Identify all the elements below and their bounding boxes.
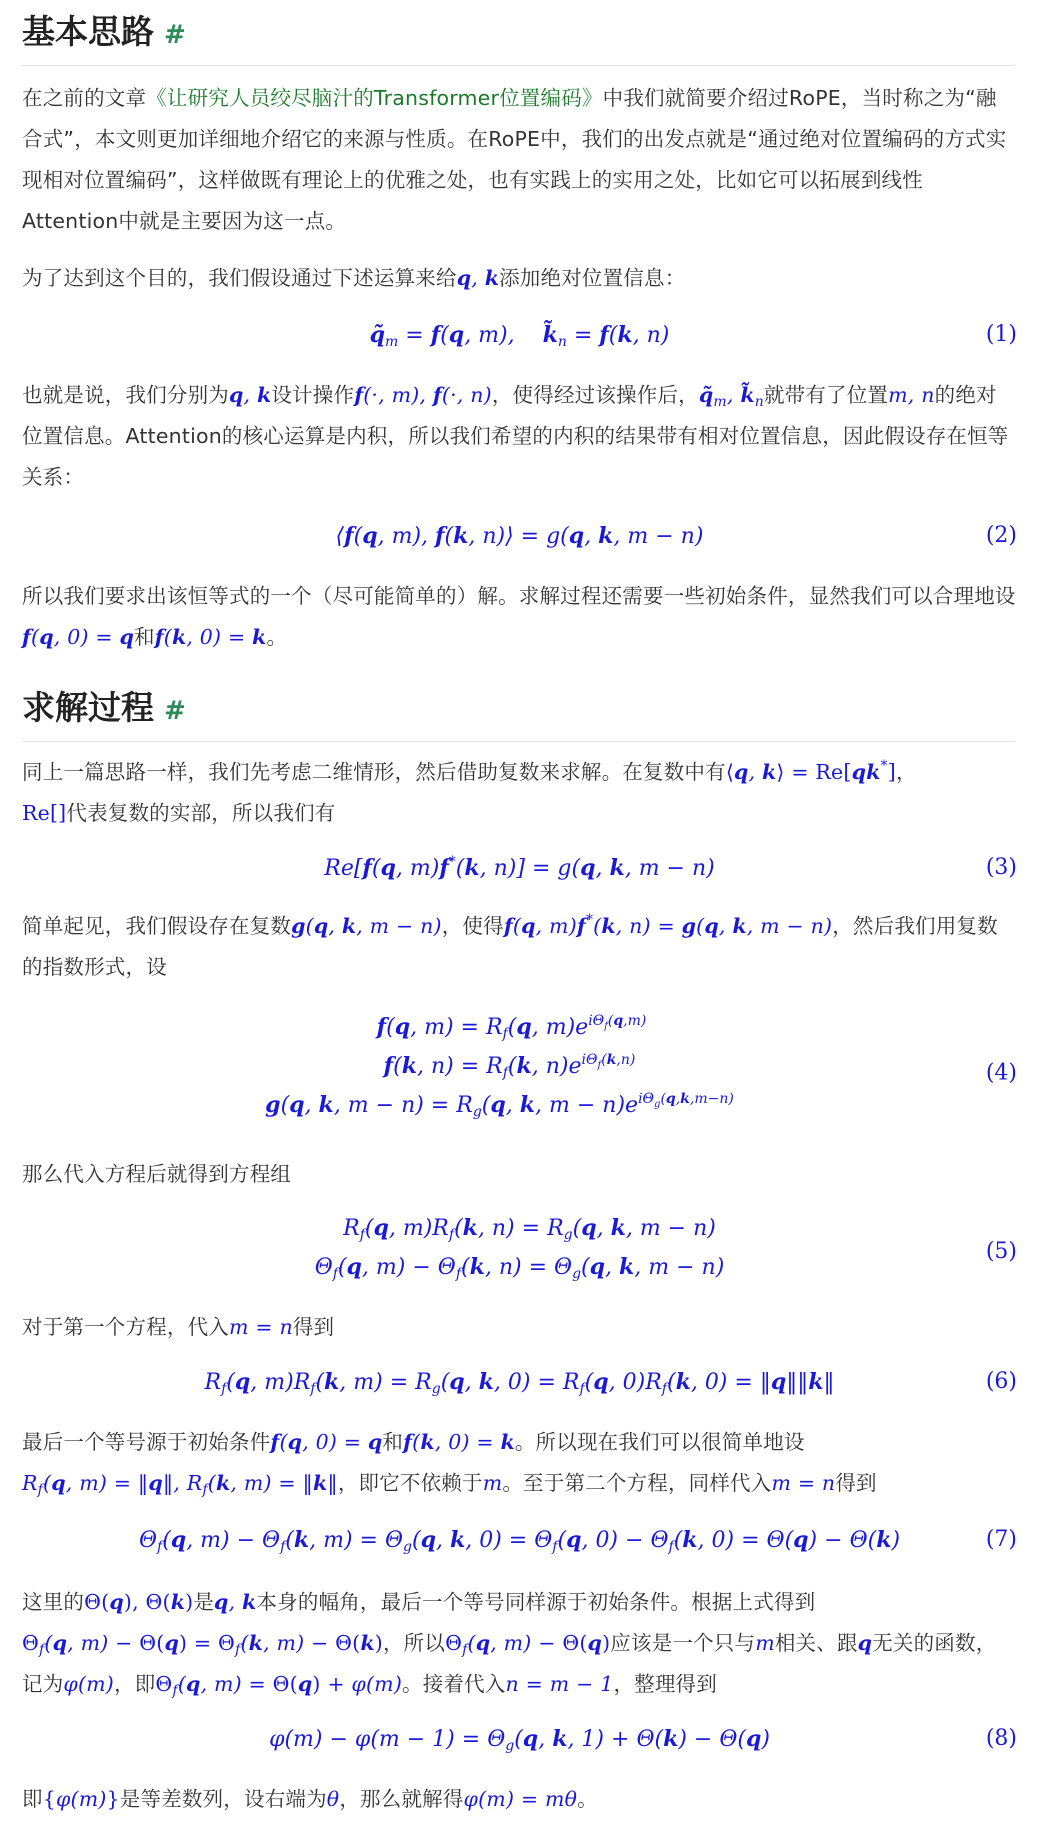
math-inline: $\Theta_f(q$, m) − Θ(q): [445, 1631, 611, 1658]
text: 。接着代入: [402, 1672, 506, 1696]
equation-number: (7): [985, 1527, 1017, 1552]
text: 这里的: [22, 1590, 85, 1614]
math-inline: f(k, 0) = k: [403, 1430, 515, 1454]
heading-text: 求解过程: [22, 688, 154, 727]
math-inline: m: [482, 1471, 503, 1495]
math-inline: Θ(q), Θ(k): [84, 1590, 194, 1614]
paragraph-initial-conditions: [22, 576, 1017, 658]
math-inline: $R_f(q$, m) = ‖q‖, $R_f(k$, m) = ‖k‖: [22, 1471, 338, 1498]
text: 应该是一个只与: [610, 1631, 756, 1655]
math-inline: f(q, 0) = q: [22, 625, 135, 649]
text: 也就是说，我们分别为: [22, 383, 229, 407]
equation-4: f(q, $m) = R_f(q$, $m)e^{i\Theta_f(q,m)}$ f(k, $n) = R_f(k$, $n)e^{i\Theta_f(k,n)}$ g(q, k, $m - n) = R_g(q$, k, $m - n)e^{i\Theta_g(q,k,m-n)}$ (4): [265, 1013, 1017, 1120]
equation-number: (6): [985, 1369, 1017, 1394]
text: 无关的函数，记为: [22, 1631, 997, 1696]
text: 代表复数的实部，所以我们有: [66, 801, 336, 825]
math-inline: n = m − 1: [505, 1672, 614, 1696]
text: 所以我们要求出该恒等式的一个（尽可能简单的）解。求解过程还需要一些初始条件，显然我们可以合理地设: [22, 584, 1016, 608]
equation-number: (4): [985, 1060, 1017, 1086]
equation-5: $R_f(q$, $m)R_f(k$, $n) = R_g(q$, k, m − n) $\Theta_f(q$, $m) - \Theta_f(k$, $n) = \Theta_g(q$, k, m − n) (5): [314, 1215, 1017, 1282]
text: 对于第一个方程，代入: [22, 1315, 229, 1339]
text: 得到: [292, 1315, 335, 1339]
math-inline: φ(m): [63, 1672, 114, 1696]
text: 和: [382, 1430, 404, 1454]
math-inline: m = n: [229, 1315, 293, 1339]
math-inline: m: [755, 1631, 775, 1655]
math-inline: f(q, m)f*(k, n) = g(q, k, m − n): [503, 912, 833, 938]
math-inline: q, k: [456, 266, 500, 290]
equation-2: ⟨f(q, m), f(k, n)⟩ = g(q, k, m − n) (2): [22, 506, 1017, 566]
text: 。: [266, 625, 288, 649]
math-inline: q, k: [229, 383, 272, 407]
text: ，然后我们用复数的指数形式，设: [22, 914, 998, 979]
text: 得到: [835, 1471, 877, 1495]
math-inline: m = n: [771, 1471, 836, 1495]
text: 本身的幅角，最后一个等号同样源于初始条件。根据上式得到: [256, 1590, 816, 1614]
text: 那么代入方程后就得到方程组: [22, 1162, 292, 1186]
heading-anchor-link[interactable]: #: [164, 696, 186, 726]
section-heading-basic-idea: [22, 8, 1015, 66]
article-link[interactable]: 《让研究人员绞尽脑汁的Transformer位置编码》: [146, 86, 603, 110]
text: 简单起见，我们假设存在复数: [22, 914, 292, 938]
text: 最后一个等号源于初始条件: [22, 1430, 271, 1454]
math-inline: φ(m) = mθ: [463, 1787, 578, 1811]
text: 的绝对位置信息。Attention的核心运算是内积，所以我们希望的内积的结果带有相对位置信息，因此假设存在恒等关系：: [22, 383, 1009, 489]
heading-text: 基本思路: [22, 12, 154, 51]
equation-number: (5): [985, 1239, 1017, 1264]
math-inline: f(·, m), f(·, n): [354, 383, 492, 407]
math-inline: f(k, 0) = k: [154, 625, 267, 649]
text: 为了达到这个目的，我们假设通过下述运算来给: [22, 266, 457, 290]
text: 。所以现在我们可以很简单地设: [514, 1430, 805, 1454]
text: 相关、跟: [774, 1631, 858, 1655]
equation-6: $R_f(q$, $m)R_f(k$, $m) = R_g(q$, k, $0) = R_f(q$, $0)R_f(k$, 0) = ‖q‖‖k‖ (6): [22, 1352, 1017, 1412]
paragraph-intro: [22, 78, 1017, 242]
text: ，使得: [441, 914, 504, 938]
heading-anchor-link[interactable]: #: [164, 20, 186, 50]
equation-8: $\varphi(m) - \varphi(m - 1) = \Theta_g(q$, k, 1) + Θ(k) − Θ(q) (8): [22, 1709, 1017, 1769]
equation-number: (3): [985, 855, 1017, 880]
math-inline: $\Theta_f(q$, m) = Θ(q) + φ(m): [155, 1672, 403, 1699]
math-inline: θ: [326, 1787, 340, 1811]
text: 添加绝对位置信息：: [499, 266, 686, 290]
paragraph-argument: [22, 1582, 1017, 1705]
math-inline: m, n: [888, 383, 935, 407]
paragraph-arithmetic-sequence: [22, 1779, 1017, 1820]
math-inline: $q̃_m$, $k̃_n$: [698, 383, 764, 410]
math-inline: f(q, 0) = q: [270, 1430, 383, 1454]
equation-number: (8): [985, 1726, 1017, 1751]
text: ，所以: [382, 1631, 446, 1655]
math-inline: {φ(m)}: [42, 1787, 120, 1811]
text: 即: [22, 1787, 43, 1811]
math-inline: q: [857, 1631, 873, 1655]
text: 同上一篇思路一样，我们先考虑二维情形，然后借助复数来求解。在复数中有: [22, 760, 726, 784]
paragraph-assume-complex: [22, 906, 1017, 988]
text: ，: [895, 760, 917, 784]
text: 中我们就简要介绍过RoPE，当时称之为“融合式”，本文则更加详细地介绍它的来源与性质。在RoPE中，我们的出发点就是“通过绝对位置编码的方式实现相对位置编码”，这样做既有理论上的优雅之处，也有实践上的实用之处，比如它可以拓展到线性Attention中就是主要因为这一点。: [22, 86, 1007, 233]
text: 就带有了位置: [763, 383, 889, 407]
math-inline: ⟨q, k⟩ = Re[qk*]: [725, 758, 896, 784]
text: 。至于第二个方程，同样代入: [502, 1471, 772, 1495]
equation-number: (2): [985, 523, 1017, 548]
equation-7: $\Theta_f(q$, $m) - \Theta_f(k$, $m) = \Theta_g(q$, k, $0) = \Theta_f(q$, $0) - \Theta_f(k$, 0) = Θ(q) − Θ(k) (7): [22, 1510, 1017, 1570]
paragraph-goal: [22, 258, 1017, 299]
math-inline: q, k: [214, 1590, 257, 1614]
paragraph-first-eq: [22, 1307, 1017, 1348]
equation-3: Re[f(q, m)f*(k, n)] = g(q, k, m − n) (3): [22, 838, 1017, 898]
paragraph-system: [22, 1154, 1017, 1195]
math-inline: Re[]: [22, 801, 67, 825]
text: ，即它不依赖于: [337, 1471, 483, 1495]
section-heading-solving: [22, 684, 1015, 742]
text: ，即: [114, 1672, 156, 1696]
text: 是等差数列，设右端为: [119, 1787, 327, 1811]
text: ，使得经过该操作后，: [491, 383, 699, 407]
text: ，整理得到: [613, 1672, 717, 1696]
paragraph-magnitude: [22, 1422, 1017, 1504]
text: 和: [134, 625, 155, 649]
paragraph-complex: [22, 752, 1017, 834]
paragraph-operation: [22, 375, 1017, 498]
math-inline: $\Theta_f(q$, $m) - \Theta(q) = \Theta_f(k$, m) − Θ(k): [22, 1631, 383, 1658]
text: 在之前的文章: [22, 86, 147, 110]
math-inline: g(q, k, m − n): [291, 914, 442, 938]
text: 设计操作: [271, 383, 355, 407]
equation-number: (1): [985, 322, 1017, 347]
text: 是: [193, 1590, 215, 1614]
text: ，那么就解得: [339, 1787, 464, 1811]
text: 。: [577, 1787, 598, 1811]
equation-1: $q̃_m = f(q$, m), $k̃_n = f(k$, n) (1): [22, 305, 1017, 365]
